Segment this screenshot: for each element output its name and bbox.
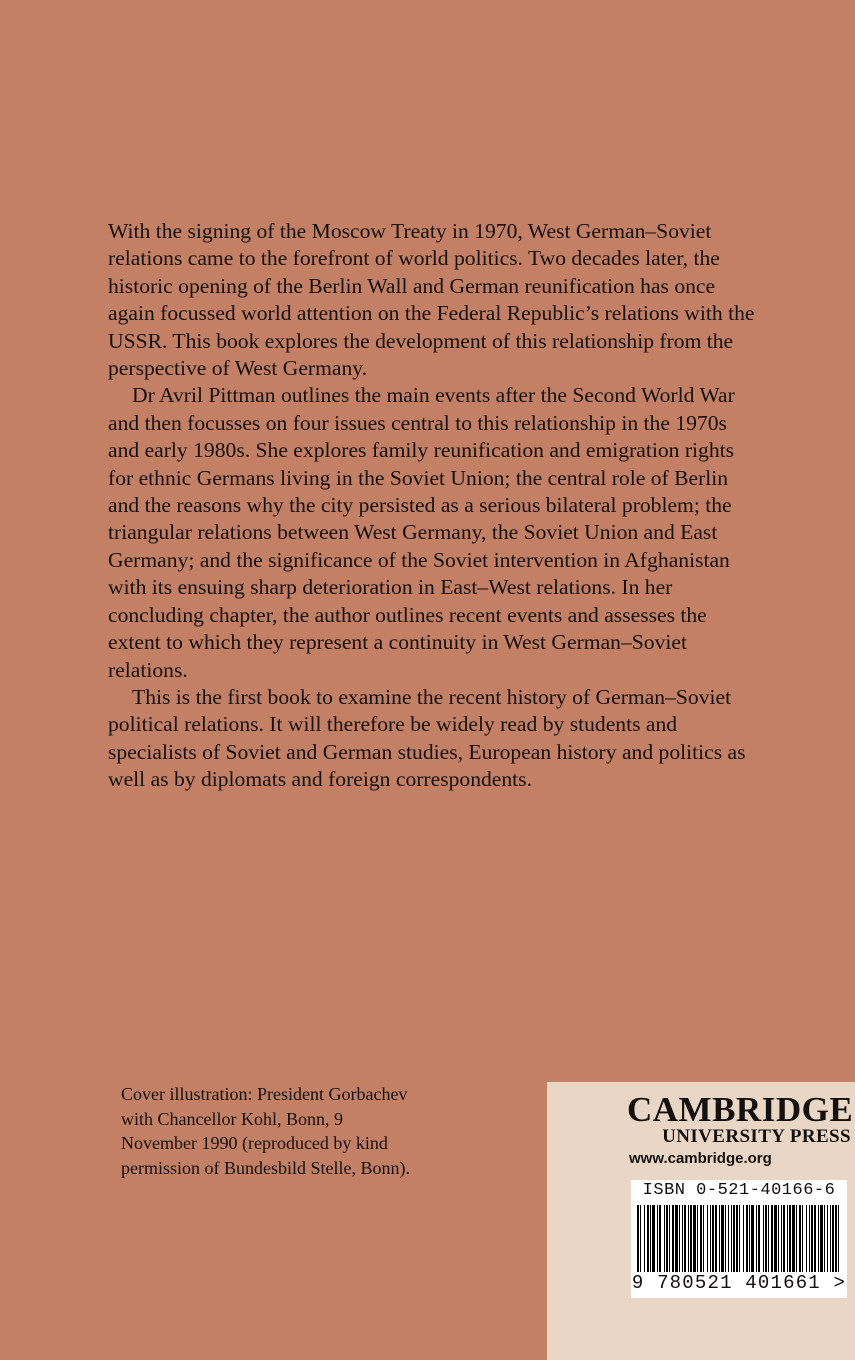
- barcode-bar: [806, 1205, 807, 1277]
- barcode-bar: [756, 1205, 757, 1277]
- barcode-bar: [659, 1205, 661, 1277]
- credit-line: permission of Bundesbild Stelle, Bonn).: [121, 1157, 410, 1178]
- barcode-bar: [731, 1205, 732, 1277]
- barcode-bar: [733, 1205, 735, 1277]
- barcode-bar: [758, 1205, 760, 1277]
- publisher-panel: [547, 1082, 855, 1360]
- barcode-bar: [818, 1205, 819, 1277]
- barcode-bar: [824, 1205, 825, 1277]
- barcode-bar: [703, 1205, 704, 1277]
- barcode-bar: [697, 1205, 698, 1277]
- barcode-bar: [684, 1205, 686, 1277]
- barcode-bar: [688, 1205, 689, 1277]
- barcode-bar: [778, 1205, 779, 1277]
- barcode-bar: [679, 1205, 680, 1277]
- barcode-bar: [789, 1205, 791, 1277]
- barcode-bar: [647, 1205, 649, 1277]
- credit-line: with Chancellor Kohl, Bonn, 9: [121, 1108, 343, 1129]
- barcode-bar: [669, 1205, 670, 1277]
- barcode-bar: [657, 1205, 658, 1277]
- barcode-bar: [774, 1205, 777, 1277]
- publisher-url: www.cambridge.org: [629, 1150, 772, 1167]
- barcode-bar: [749, 1205, 750, 1277]
- barcode-bar: [799, 1205, 801, 1277]
- barcode-bar: [765, 1205, 767, 1277]
- barcode-bar: [707, 1205, 708, 1277]
- barcode-bar: [832, 1205, 834, 1277]
- barcode-bar: [809, 1205, 810, 1277]
- barcode-bar: [739, 1205, 740, 1277]
- barcode-bar: [690, 1205, 692, 1277]
- barcode-bar: [746, 1205, 748, 1277]
- barcode-graphic: [633, 1205, 845, 1277]
- barcode-bar: [743, 1205, 744, 1277]
- barcode-bar: [640, 1205, 641, 1277]
- barcode-bar: [719, 1205, 720, 1277]
- blurb-paragraph: This is the first book to examine the recent history of German–Soviet political relations. It will therefore be widely read by students and specialists of Soviet and German studies, European history and politics as well as by diplomats and foreign correspondents.: [108, 684, 746, 792]
- blurb-paragraph: Dr Avril Pittman outlines the main events after the Second World War and then focusses on four issues central to this relationship in the 1970s and early 1980s. She explores family reunification and emigration rights for ethnic Germans living in the Soviet Union; the central role of Berlin and the reasons why the city persisted as a serious bilateral problem; the triangular relations between West Germany, the Soviet Union and East Germany; and the significance of the Soviet intervention in Afghanistan with its ensuing sharp deterioration in East–West relations. In her concluding chapter, the author outlines recent events and assesses the extent to which they represent a continuity in West German–Soviet relations.: [108, 383, 735, 682]
- barcode-bar: [792, 1205, 795, 1277]
- cover-illustration-credit: [121, 1082, 541, 1180]
- barcode-bar: [710, 1205, 711, 1277]
- barcode-bar: [787, 1205, 788, 1277]
- credit-line: November 1990 (reproduced by kind: [121, 1133, 388, 1153]
- barcode-area: [631, 1180, 847, 1298]
- barcode-bar: [811, 1205, 813, 1277]
- barcode-bar: [820, 1205, 823, 1277]
- barcode-bar: [672, 1205, 674, 1277]
- barcode-bar: [700, 1205, 702, 1277]
- barcode-bar: [712, 1205, 714, 1277]
- barcode-bar: [814, 1205, 816, 1277]
- barcode-bar: [830, 1205, 831, 1277]
- back-cover-blurb: [108, 218, 758, 794]
- barcode-bar: [652, 1205, 655, 1277]
- barcode-bar: [802, 1205, 803, 1277]
- barcode-bar: [715, 1205, 717, 1277]
- barcode-bar: [736, 1205, 738, 1277]
- barcode-bar: [721, 1205, 724, 1277]
- barcode-digits: 9 780521 401661 >: [631, 1272, 847, 1294]
- barcode-bar: [675, 1205, 678, 1277]
- barcode-bar: [771, 1205, 773, 1277]
- barcode-bar: [835, 1205, 837, 1277]
- barcode-bar: [650, 1205, 651, 1277]
- barcode-bar: [693, 1205, 696, 1277]
- barcode-bar: [664, 1205, 665, 1277]
- barcode-bar: [763, 1205, 764, 1277]
- barcode-bar: [768, 1205, 769, 1277]
- blurb-paragraph: With the signing of the Moscow Treaty in 1970, West German–Soviet relations came to the forefront of world politics. Two decades later, the historic opening of the Berlin Wall and German reunification has once again focussed world attention on the Federal Republic’s relations with the USSR. This book explores the development of this relationship from the perspective of West Germany.: [108, 219, 755, 381]
- credit-line: Cover illustration: President Gorbachev: [121, 1084, 408, 1104]
- barcode-bar: [728, 1205, 729, 1277]
- barcode-bar: [666, 1205, 668, 1277]
- barcode-bar: [644, 1205, 645, 1277]
- publisher-subname: UNIVERSITY PRESS: [662, 1126, 851, 1147]
- barcode-bar: [682, 1205, 683, 1277]
- barcode-bar: [781, 1205, 782, 1277]
- barcode-bar: [827, 1205, 828, 1277]
- publisher-name: CAMBRIDGE: [627, 1090, 854, 1129]
- barcode-bar: [725, 1205, 726, 1277]
- barcode-bar: [796, 1205, 797, 1277]
- barcode-bar: [838, 1205, 839, 1277]
- isbn-label: ISBN 0-521-40166-6: [642, 1181, 836, 1200]
- barcode-bar: [637, 1205, 639, 1277]
- barcode-bar: [783, 1205, 785, 1277]
- barcode-bar: [751, 1205, 754, 1277]
